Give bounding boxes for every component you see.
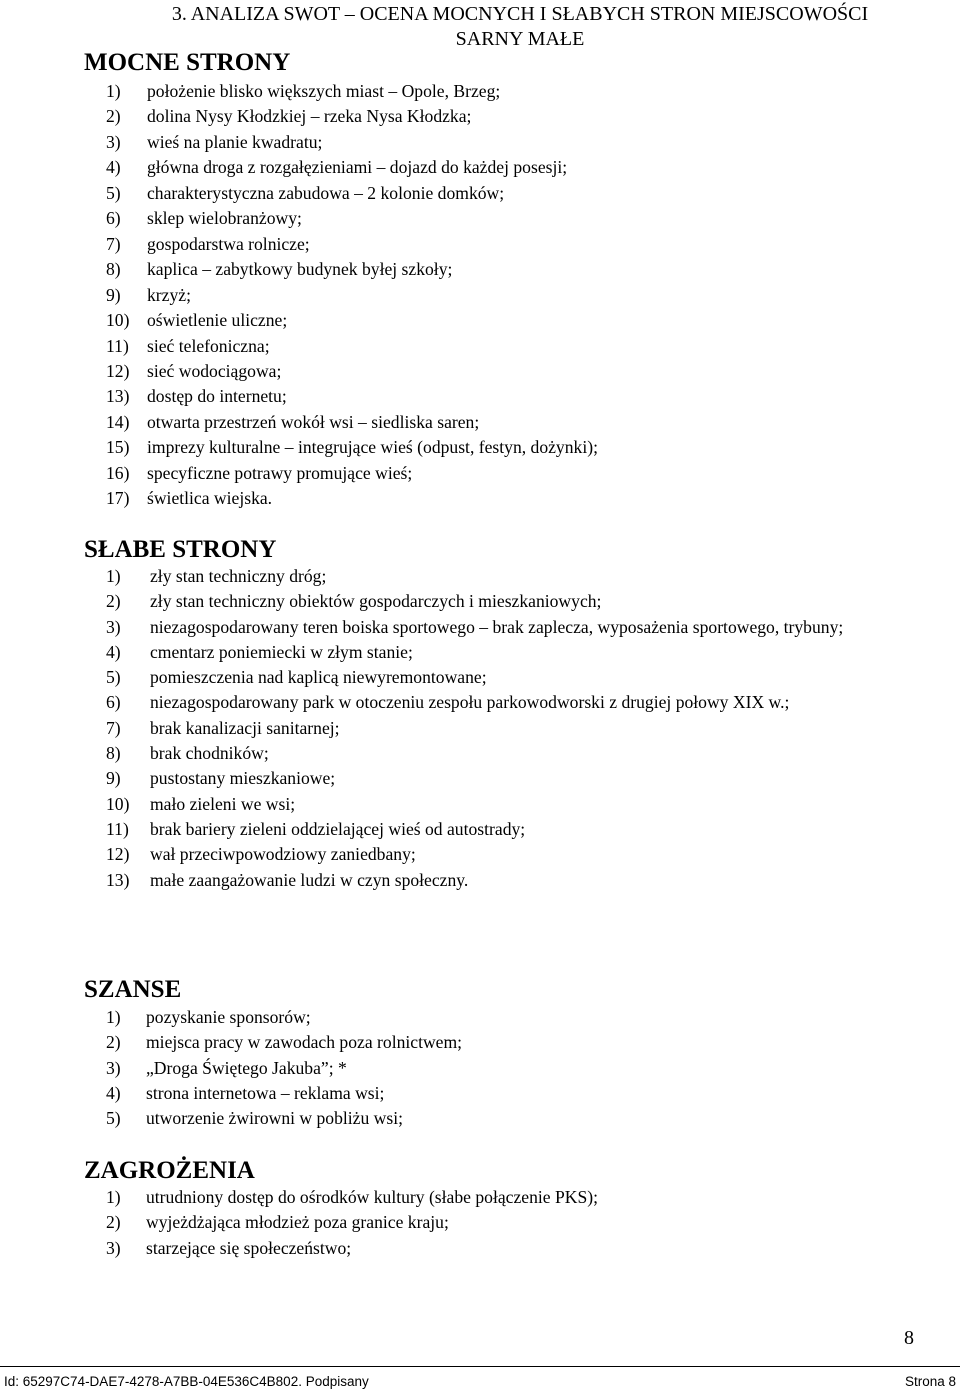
list-item-text: położenie blisko większych miast – Opole, Brzeg; [147, 81, 501, 101]
list-item-text: cmentarz poniemiecki w złym stanie; [150, 641, 413, 662]
threats-heading: ZAGROŻENIA [84, 1157, 255, 1184]
list-item [84, 410, 944, 435]
list-item-number: 7) [106, 717, 121, 738]
list-item-number: 1) [106, 566, 121, 586]
list-item [84, 206, 944, 231]
list-item-number: 15) [106, 437, 130, 458]
list-item-number: 2) [106, 1032, 121, 1053]
document-title-line-1: 3. ANALIZA SWOT – OCENA MOCNYCH I SŁABYCH STRON MIEJSCOWOŚCI [171, 3, 869, 25]
list-item-number: 16) [106, 462, 130, 483]
list-item-text: świetlica wiejska. [147, 488, 273, 509]
list-item-number: 8) [106, 743, 121, 764]
list-item [84, 181, 944, 206]
list-item [84, 817, 944, 842]
list-item-text: strona internetowa – reklama wsi; [146, 1082, 385, 1103]
list-item-text: główna droga z rozgałęzieniami – dojazd do każdej posesji; [147, 157, 568, 178]
list-item-text: „Droga Świętego Jakuba”; * [146, 1057, 347, 1078]
list-item [84, 1005, 944, 1030]
footer-page-label: Strona 8 [904, 1374, 956, 1389]
list-item-text: małe zaangażowanie ludzi w czyn społeczny. [150, 869, 469, 890]
list-item [84, 842, 944, 867]
list-item-text: krzyż; [147, 284, 191, 305]
list-item-text: charakterystyczna zabudowa – 2 kolonie domków; [147, 182, 505, 203]
list-item [84, 359, 944, 384]
strengths-list [84, 79, 944, 512]
list-item [84, 461, 944, 486]
list-item-text: pustostany mieszkaniowe; [150, 768, 336, 789]
list-item-text: sieć telefoniczna; [147, 335, 270, 356]
list-item-text: mało zieleni we wsi; [150, 793, 296, 814]
list-item [84, 741, 944, 766]
list-item [84, 615, 944, 640]
list-item-number: 1) [106, 1187, 121, 1207]
list-item-text: zły stan techniczny obiektów gospodarczych i mieszkaniowych; [150, 591, 602, 612]
list-item-number: 3) [106, 1057, 121, 1078]
document-title-line-2: SARNY MAŁE [455, 28, 585, 50]
list-item-text: sieć wodociągowa; [147, 360, 282, 381]
threats-list [84, 1185, 944, 1261]
list-item [84, 640, 944, 665]
opportunities-section [84, 977, 944, 1131]
list-item [84, 334, 944, 359]
list-item-number: 4) [106, 157, 121, 178]
list-item-text: utworzenie żwirowni w pobliżu wsi; [146, 1108, 404, 1129]
list-item-number: 4) [106, 1082, 121, 1103]
list-item [84, 283, 944, 308]
list-item-number: 13) [106, 386, 130, 407]
list-item-text: wieś na planie kwadratu; [147, 131, 323, 152]
weaknesses-section [84, 537, 944, 893]
list-item-number: 3) [106, 131, 121, 152]
list-item [84, 1056, 944, 1081]
list-item-number: 2) [106, 591, 121, 612]
threats-section [84, 1158, 944, 1261]
list-item-number: 12) [106, 360, 130, 381]
list-item [84, 155, 944, 180]
list-item-text: brak kanalizacji sanitarnej; [150, 717, 340, 738]
list-item-number: 9) [106, 284, 121, 305]
list-item-text: specyficzne potrawy promujące wieś; [147, 462, 413, 483]
list-item-text: dostęp do internetu; [147, 386, 287, 407]
list-item [84, 690, 944, 715]
footer-document-id: Id: 65297C74-DAE7-4278-A7BB-04E536C4B802. Podpisany [4, 1374, 369, 1389]
list-item [84, 435, 944, 460]
list-item [84, 486, 944, 511]
list-item [84, 792, 944, 817]
list-item-text: brak bariery zieleni oddzielającej wieś od autostrady; [150, 818, 526, 839]
list-item-text: zły stan techniczny dróg; [150, 566, 327, 586]
list-item-number: 4) [106, 641, 121, 662]
list-item-number: 6) [106, 692, 121, 713]
footer-divider [0, 1366, 960, 1367]
list-item-number: 12) [106, 844, 130, 865]
list-item-number: 5) [106, 1108, 121, 1129]
list-item-number: 17) [106, 488, 130, 509]
list-item [84, 1210, 944, 1235]
list-item [84, 1236, 944, 1261]
list-item [84, 665, 944, 690]
list-item [84, 308, 944, 333]
list-item-text: brak chodników; [150, 743, 269, 764]
list-item [84, 130, 944, 155]
list-item-number: 10) [106, 310, 130, 331]
opportunities-list [84, 1005, 944, 1131]
page-number: 8 [904, 1327, 914, 1349]
list-item-number: 6) [106, 208, 121, 229]
list-item [84, 564, 944, 589]
list-item-number: 13) [106, 869, 130, 890]
list-item [84, 79, 944, 104]
list-item-number: 5) [106, 182, 121, 203]
list-item [84, 589, 944, 614]
list-item-text: otwarta przestrzeń wokół wsi – siedliska saren; [147, 411, 480, 432]
list-item-number: 5) [106, 667, 121, 688]
list-item [84, 1185, 944, 1210]
list-item [84, 1106, 944, 1131]
list-item-number: 1) [106, 1007, 121, 1027]
list-item [84, 1081, 944, 1106]
list-item-number: 3) [106, 1237, 121, 1258]
list-item-text: dolina Nysy Kłodzkiej – rzeka Nysa Kłodzka; [147, 106, 472, 127]
list-item-number: 11) [106, 818, 129, 839]
list-item-text: niezagospodarowany park w otoczeniu zespołu parkowodworski z drugiej połowy XIX w.; [150, 692, 790, 713]
opportunities-heading: SZANSE [84, 976, 182, 1003]
list-item [84, 766, 944, 791]
list-item-text: starzejące się społeczeństwo; [146, 1237, 352, 1258]
list-item-text: pozyskanie sponsorów; [146, 1007, 311, 1027]
list-item-number: 8) [106, 259, 121, 280]
list-item-number: 11) [106, 335, 129, 356]
list-item [84, 1030, 944, 1055]
list-item-text: wał przeciwpowodziowy zaniedbany; [150, 844, 416, 865]
strengths-heading: MOCNE STRONY [84, 49, 291, 76]
list-item-text: wyjeżdżająca młodzież poza granice kraju; [146, 1212, 449, 1233]
list-item-text: oświetlenie uliczne; [147, 310, 288, 331]
list-item-number: 3) [106, 616, 121, 637]
list-item-text: imprezy kulturalne – integrujące wieś (odpust, festyn, dożynki); [147, 437, 598, 458]
list-item-text: utrudniony dostęp do ośrodków kultury (słabe połączenie PKS); [146, 1187, 598, 1207]
weaknesses-list [84, 564, 944, 893]
list-item [84, 716, 944, 741]
list-item-text: kaplica – zabytkowy budynek byłej szkoły; [147, 259, 453, 280]
list-item-number: 2) [106, 1212, 121, 1233]
list-item-number: 14) [106, 411, 130, 432]
list-item-number: 10) [106, 793, 130, 814]
list-item-number: 1) [106, 81, 121, 101]
list-item [84, 868, 944, 893]
weaknesses-heading: SŁABE STRONY [84, 536, 277, 563]
list-item-number: 9) [106, 768, 121, 789]
list-item [84, 257, 944, 282]
list-item-number: 2) [106, 106, 121, 127]
list-item [84, 232, 944, 257]
list-item [84, 384, 944, 409]
list-item-text: gospodarstwa rolnicze; [147, 233, 310, 254]
strengths-section [84, 50, 944, 512]
list-item-number: 7) [106, 233, 121, 254]
list-item [84, 104, 944, 129]
list-item-text: niezagospodarowany teren boiska sportowego – brak zaplecza, wyposażenia sportowego, trybuny; [150, 616, 844, 637]
list-item-text: miejsca pracy w zawodach poza rolnictwem; [146, 1032, 463, 1053]
list-item-text: pomieszczenia nad kaplicą niewyremontowane; [150, 667, 487, 688]
list-item-text: sklep wielobranżowy; [147, 208, 302, 229]
